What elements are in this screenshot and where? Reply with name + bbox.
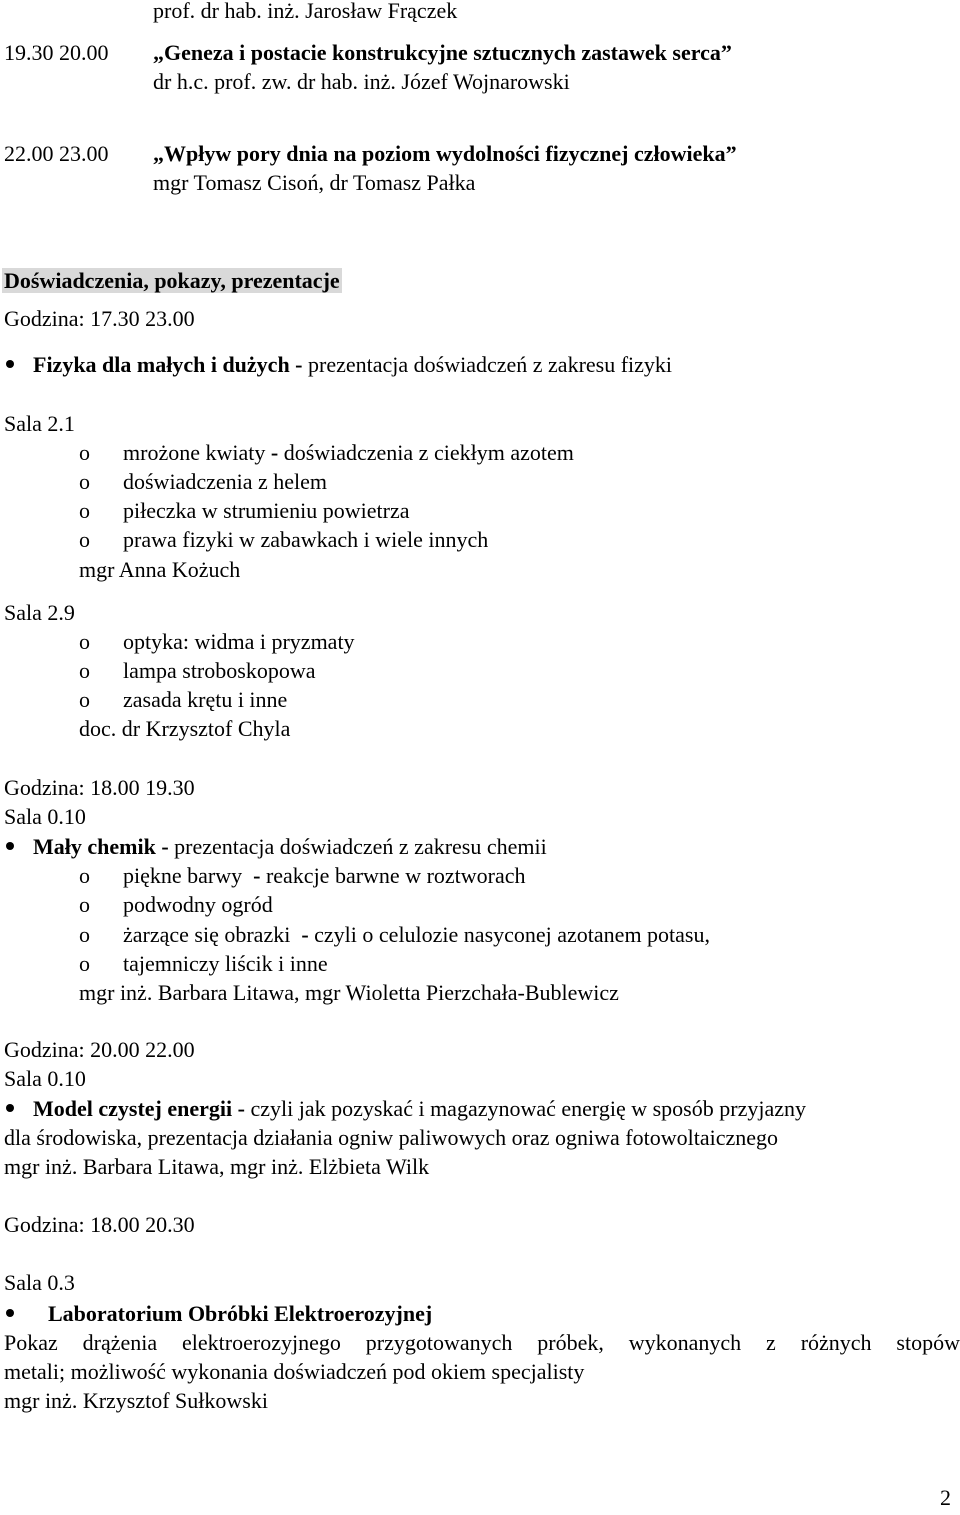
list-marker: o [79, 469, 90, 494]
block2-bullet-rest: prezentacja doświadczeń z zakresu chemii [168, 834, 547, 859]
page-number: 2 [940, 1485, 951, 1510]
list-marker: o [79, 629, 90, 654]
list-marker: o [79, 658, 90, 683]
section-heading [2, 266, 342, 295]
block3-bullet-rest: czyli jak pozyskać i magazynować energię w sposób przyjazny [244, 1096, 806, 1121]
bullet-icon [6, 842, 14, 850]
block1-room2: Sala 2.9 [4, 600, 75, 625]
item-dash: - [270, 440, 279, 465]
list-marker: o [79, 863, 90, 888]
block1-room1-item: doświadczenia z helem [123, 469, 328, 494]
block2-item [123, 920, 710, 949]
item-text: żarzące się obrazki [123, 922, 302, 947]
block3-bullet [33, 1094, 806, 1123]
block1-bullet-bold: Fizyka dla małych i dużych - [33, 352, 303, 377]
talk1-title: „Geneza i postacie konstrukcyjne sztucznych zastawek serca” [153, 40, 732, 65]
block1-room1-item: piłeczka w strumieniu powietrza [123, 498, 410, 523]
block4-bullet: Laboratorium Obróbki Elektroerozyjnej [48, 1301, 433, 1326]
item-text: mrożone kwiaty [123, 440, 271, 465]
block1-room2-item: zasada krętu i inne [123, 687, 288, 712]
block4-desc-line1: Pokaz drążenia elektroerozyjnego przygotowanych próbek, wykonanych z różnych stopów [4, 1330, 960, 1355]
talk2-time: 22.00 23.00 [4, 141, 109, 166]
item-text: piękne barwy [123, 863, 254, 888]
block3-bullet-bold: Model czystej energii - [33, 1096, 245, 1121]
block1-room2-item: lampa stroboskopowa [123, 658, 316, 683]
item-text-rest: doświadczenia z ciekłym azotem [278, 440, 574, 465]
list-marker: o [79, 440, 90, 465]
block3-person: mgr inż. Barbara Litawa, mgr inż. Elżbieta Wilk [4, 1154, 430, 1179]
block1-room2-item: optyka: widma i pryzmaty [123, 629, 355, 654]
block4-time: Godzina: 18.00 20.30 [4, 1212, 195, 1237]
talk1-time: 19.30 20.00 [4, 40, 109, 65]
bullet-icon [6, 1104, 14, 1112]
block1-room1-person: mgr Anna Kożuch [79, 557, 241, 582]
talk2-title: „Wpływ pory dnia na poziom wydolności fizycznej człowieka” [153, 141, 737, 166]
block3-time: Godzina: 20.00 22.00 [4, 1037, 195, 1062]
previous-speaker: prof. dr hab. inż. Jarosław Frączek [153, 0, 458, 23]
list-marker: o [79, 527, 90, 552]
section-heading-text: Doświadczenia, pokazy, prezentacje [4, 268, 340, 293]
list-marker: o [79, 951, 90, 976]
list-marker: o [79, 892, 90, 917]
talk2-speaker: mgr Tomasz Cisoń, dr Tomasz Pałka [153, 170, 476, 195]
item-text-rest: czyli o celulozie nasyconej azotanem potasu, [308, 922, 710, 947]
bullet-icon [6, 360, 14, 368]
block1-bullet-rest: prezentacja doświadczeń z zakresu fizyki [302, 352, 673, 377]
block1-room2-person: doc. dr Krzysztof Chyla [79, 716, 291, 741]
block2-person: mgr inż. Barbara Litawa, mgr Wioletta Pierzchała-Bublewicz [79, 980, 619, 1005]
block1-room1-item [123, 438, 574, 467]
bullet-icon [6, 1309, 14, 1317]
block4-room: Sala 0.3 [4, 1270, 75, 1295]
list-marker: o [79, 687, 90, 712]
block4-person: mgr inż. Krzysztof Sułkowski [4, 1388, 268, 1413]
item-text-rest: reakcje barwne w roztworach [260, 863, 526, 888]
block2-item: podwodny ogród [123, 892, 273, 917]
talk1-speaker: dr h.c. prof. zw. dr hab. inż. Józef Wojnarowski [153, 69, 570, 94]
block1-room1-item: prawa fizyki w zabawkach i wiele innych [123, 527, 489, 552]
item-dash: - [301, 922, 309, 947]
block1-time: Godzina: 17.30 23.00 [4, 306, 195, 331]
list-marker: o [79, 922, 90, 947]
block3-line2: dla środowiska, prezentacja działania ogniw paliwowych oraz ogniwa fotowoltaicznego [4, 1125, 778, 1150]
block1-room1: Sala 2.1 [4, 411, 75, 436]
block2-time: Godzina: 18.00 19.30 [4, 775, 195, 800]
block3-room: Sala 0.10 [4, 1066, 86, 1091]
block4-desc-line2: metali; możliwość wykonania doświadczeń pod okiem specjalisty [4, 1359, 585, 1384]
item-dash: - [253, 863, 261, 888]
block2-item [123, 861, 526, 890]
block2-bullet [33, 832, 547, 861]
block2-bullet-bold: Mały chemik - [33, 834, 169, 859]
block1-bullet [33, 350, 672, 379]
block2-room: Sala 0.10 [4, 804, 86, 829]
list-marker: o [79, 498, 90, 523]
block2-item: tajemniczy liścik i inne [123, 951, 328, 976]
